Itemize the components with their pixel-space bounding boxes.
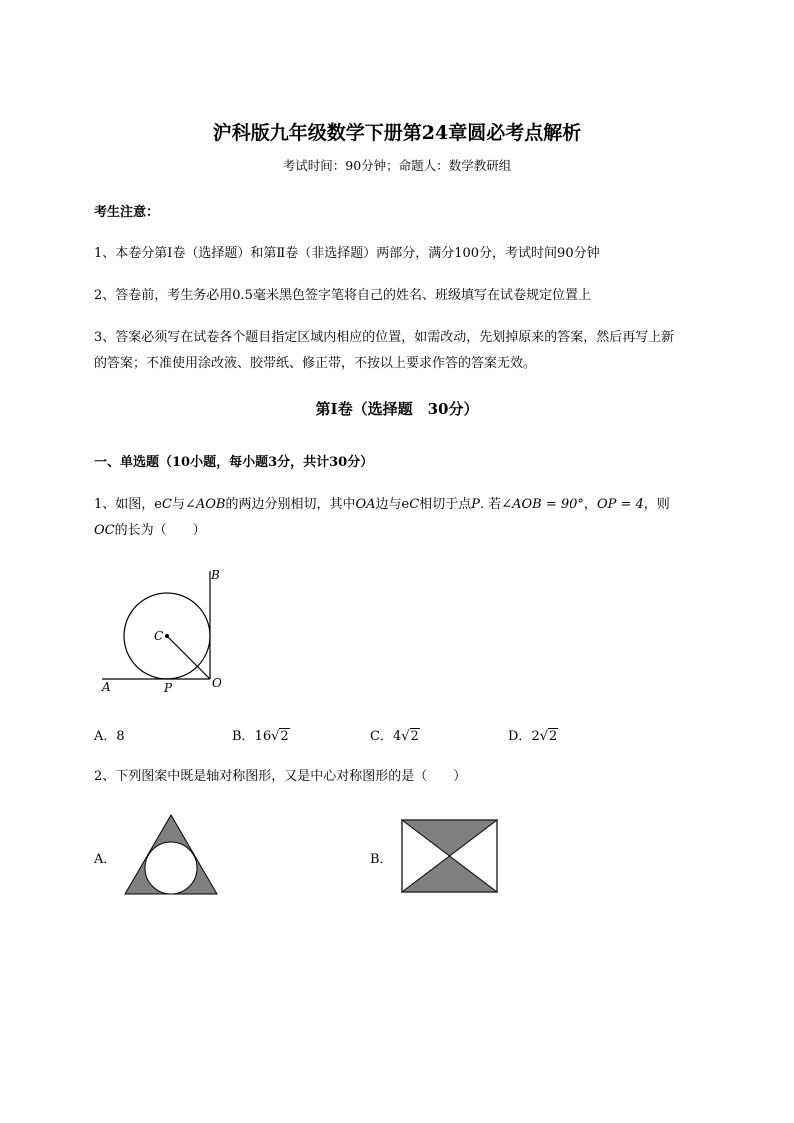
math-oc: OC <box>94 523 115 538</box>
math-c: C <box>161 497 172 512</box>
label-b: B <box>211 568 220 582</box>
q2-stem: 2、下列图案中既是轴对称图形，又是中心对称图形的是（ ） <box>94 769 467 784</box>
notice-item-1: 1、本卷分第I卷（选择题）和第Ⅱ卷（非选择题）两部分，满分100分，考试时间90分钟 <box>94 246 600 261</box>
q1-option-c[interactable] <box>370 725 420 744</box>
q1-text: 与 <box>171 497 185 512</box>
exam-info: 考试时间：90分钟；命题人：数学教研组 <box>282 158 512 173</box>
q1-option-a[interactable] <box>94 725 125 744</box>
option-letter: D． <box>508 729 532 744</box>
option-letter: B． <box>232 729 255 744</box>
q1-text: 的两边分别相切，其中 <box>225 497 356 512</box>
option-value: 8 <box>116 729 125 744</box>
sqrt-sign: √2 <box>401 729 419 744</box>
radicand: 2 <box>549 729 558 744</box>
math-angle-aob: ∠AOB <box>184 497 226 512</box>
q1-option-b[interactable] <box>232 725 290 744</box>
option-value: 2 <box>531 729 540 744</box>
notice-heading: 考生注意： <box>94 205 160 220</box>
q1-text: ， <box>583 497 597 512</box>
option-letter: C． <box>370 729 393 744</box>
notice-item-3: 3、答案必须写在试卷各个题目指定区域内相应的位置，如需改动，先划掉原来的答案，然后再写上新 <box>94 330 675 345</box>
q1-text: 边与 <box>375 497 402 512</box>
math-oa: OA <box>355 497 376 512</box>
q1-figure <box>98 565 233 695</box>
option-value: 16 <box>254 729 272 744</box>
q1-stem-line2 <box>94 519 206 538</box>
radicand: 2 <box>410 729 419 744</box>
q1-stem-line1 <box>94 493 670 512</box>
part-heading: 一、单选题（10小题，每小题3分，共计30分） <box>94 455 374 470</box>
math-c: C <box>409 497 420 512</box>
notice-item-2: 2、答卷前，考生务必用0.5毫米黑色签字笔将自己的姓名、班级填写在试卷规定位置上 <box>94 288 591 303</box>
option-letter: A． <box>94 729 117 744</box>
sqrt-sign: √2 <box>271 729 289 744</box>
label-o: O <box>212 676 222 690</box>
label-a: A <box>102 680 111 694</box>
center-point <box>165 634 169 638</box>
circle-symbol: e <box>154 497 162 512</box>
q2-figure-a[interactable] <box>123 813 219 897</box>
q1-text: ，则 <box>643 497 670 512</box>
math-p: P <box>471 497 480 512</box>
math-op-expr: OP = 4 <box>596 497 644 512</box>
notice-item-3-cont: 的答案；不准使用涂改液、胶带纸、修正带，不按以上要求作答的答案无效。 <box>94 356 537 371</box>
q1-text: . 若 <box>479 497 502 512</box>
page-title: 沪科版九年级数学下册第24章圆必考点解析 <box>212 122 582 144</box>
q2-figure-b[interactable] <box>401 819 498 893</box>
q1-option-d[interactable] <box>508 725 558 744</box>
section-title: 第I卷（选择题 30分） <box>315 400 479 418</box>
q1-text: 相切于点 <box>419 497 472 512</box>
circle-symbol: e <box>401 497 410 512</box>
label-c: C <box>154 629 164 643</box>
option-value: 4 <box>392 729 402 744</box>
q1-text: 1、如图， <box>94 497 155 512</box>
q2-option-a-label[interactable]: A． <box>94 852 117 867</box>
math-angle-expr: ∠AOB = 90° <box>501 497 584 512</box>
q2-option-b-label[interactable]: B． <box>370 852 393 867</box>
inscribed-circle <box>145 842 197 894</box>
sqrt-sign: √2 <box>539 729 558 744</box>
q1-text: 的长为（ ） <box>114 523 206 538</box>
label-p: P <box>164 681 173 695</box>
radicand: 2 <box>280 729 289 744</box>
